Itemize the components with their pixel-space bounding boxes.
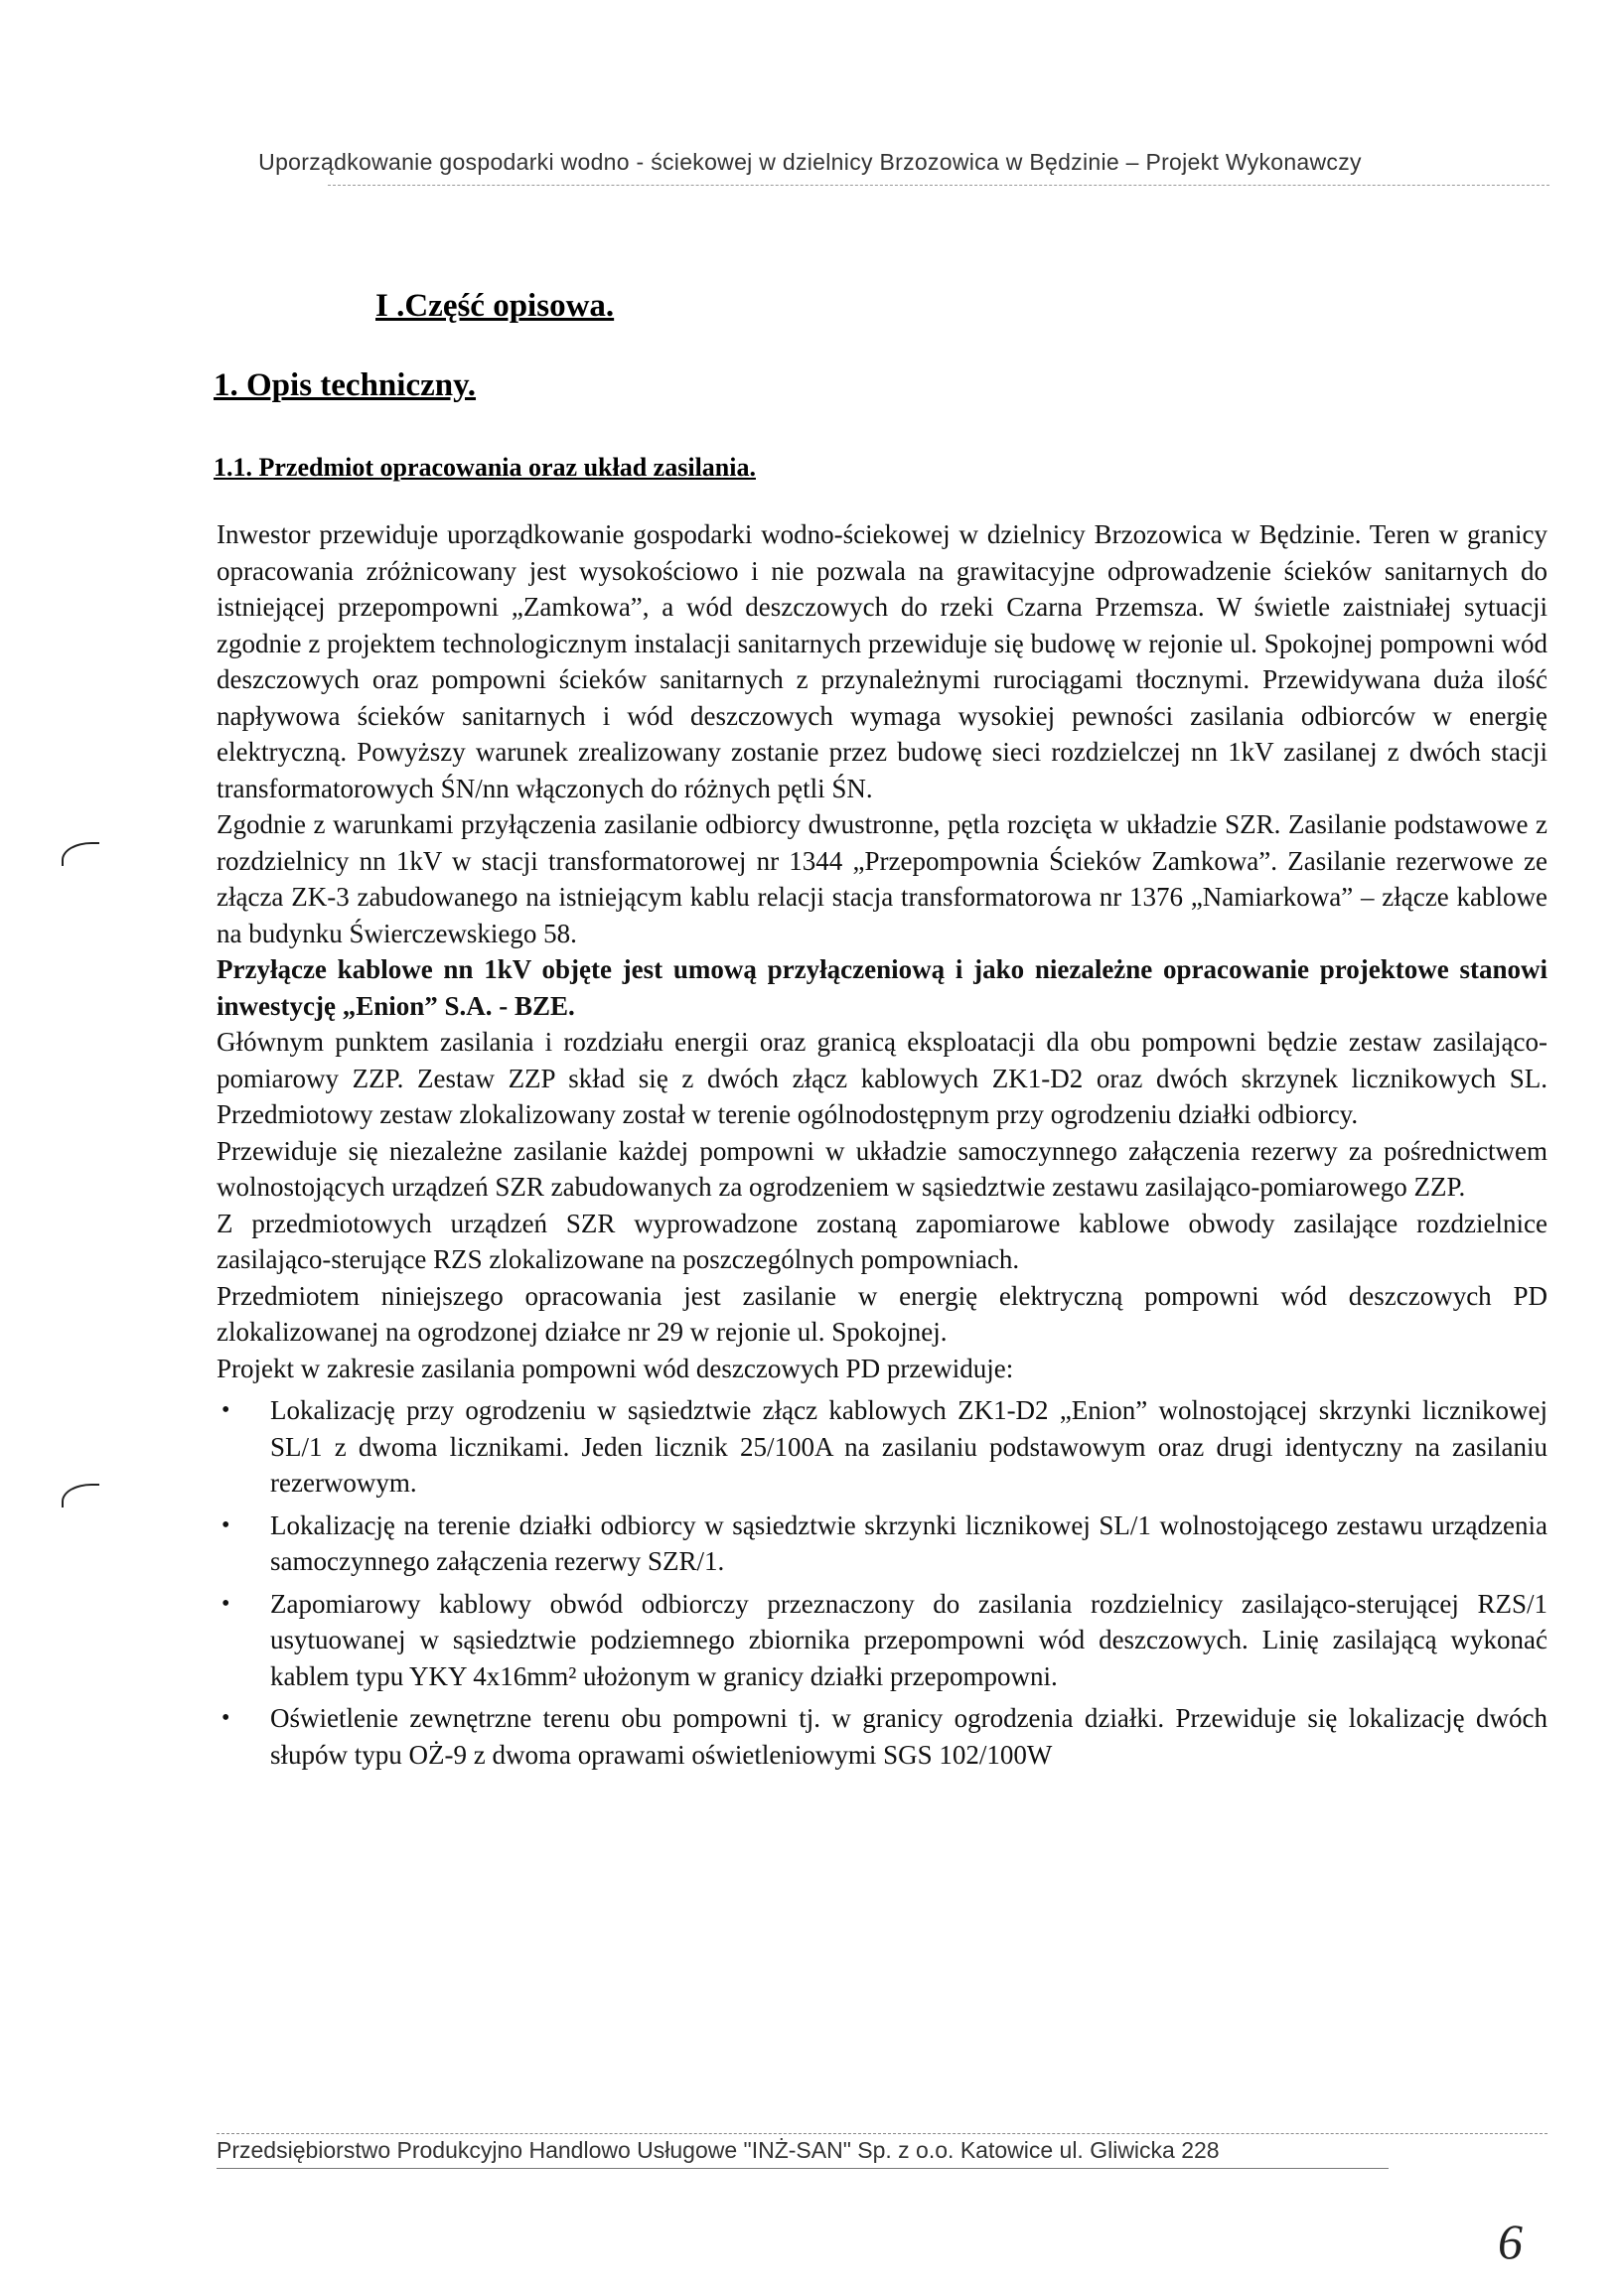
footer-rule xyxy=(217,2133,1547,2134)
paragraph: Z przedmiotowych urządzeń SZR wyprowadzone zostaną zapomiarowe kablowe obwody zasilające rozdzielnice zasilająco-sterujące RZS zlokalizowane na poszczególnych pompowniach. xyxy=(217,1208,1547,1274)
margin-mark xyxy=(62,842,99,866)
list-item xyxy=(217,1392,1547,1502)
running-footer: Przedsiębiorstwo Produkcyjno Handlowo Usługowe "INŻ-SAN" Sp. z o.o. Katowice ul. Gliwicka 228 xyxy=(217,2137,1220,2163)
paragraph-bold xyxy=(217,951,1547,1024)
bullet-icon: • xyxy=(221,1397,230,1423)
footer-underline xyxy=(217,2168,1389,2169)
list-item-text: Zapomiarowy kablowy obwód odbiorczy przeznaczony do zasilania rozdzielnicy zasilająco-sterującej RZS/1 usytuowanej w sąsiedztwie podziemnego zbiornika przepompowni wód deszczowych. Linię zasilającą wykonać kablem typu YKY 4x16mm² ułożonym w granicy działki przepompowni. xyxy=(270,1588,1547,1691)
list-item-text: Oświetlenie zewnętrzne terenu obu pompowni tj. w granicy ogrodzenia działki. Przewiduje się lokalizację dwóch słupów typu OŻ-9 z dwoma oprawami oświetleniowymi SGS 102/100W xyxy=(270,1703,1547,1770)
running-header: Uporządkowanie gospodarki wodno - ściekowej w dzielnicy Brzozowica w Będzinie – Projekt Wykonawczy xyxy=(258,149,1362,175)
list-item-text: Lokalizację przy ogrodzeniu w sąsiedztwie złącz kablowych ZK1-D2 „Enion” wolnostojącej skrzynki licznikowej SL/1 z dwoma licznikami. Jeden licznik 25/100A na zasilaniu podstawowym oraz drugi identyczny na zasilaniu rezerwowym. xyxy=(270,1395,1547,1498)
list-item xyxy=(217,1700,1547,1773)
bullet-list xyxy=(217,1392,1547,1773)
bullet-icon: • xyxy=(221,1511,230,1538)
list-item xyxy=(217,1507,1547,1580)
paragraph: Zgodnie z warunkami przyłączenia zasilanie odbiorcy dwustronne, pętla rozcięta w układzie SZR. Zasilanie podstawowe z rozdzielnicy nn 1kV w stacji transformatorowej nr 1344 „Przepompownia Ścieków Zamkowa”. Zasilanie rezerwowe ze złącza ZK-3 zabudowanego na istniejącym kablu relacji stacja transformatorowa nr 1376 „Namiarkowa” – złącze kablowe na budynku Świerczewskiego 58. xyxy=(217,809,1547,948)
body-text xyxy=(217,516,1547,1779)
list-item-text: Lokalizację na terenie działki odbiorcy w sąsiedztwie skrzynki licznikowej SL/1 wolnostojącego zestawu urządzenia samoczynnego załączenia rezerwy SZR/1. xyxy=(270,1509,1547,1576)
paragraph: Przewiduje się niezależne zasilanie każdej pompowni w układzie samoczynnego załączenia rezerwy za pośrednictwem wolnostojących urządzeń SZR zabudowanych za ogrodzeniem w sąsiedztwie zestawu zasilająco-pomiarowego ZZP. xyxy=(217,1135,1547,1202)
part-title: I .Część opisowa. xyxy=(375,288,615,324)
bullet-icon: • xyxy=(221,1705,230,1731)
paragraph: Przedmiotem niniejszego opracowania jest zasilanie w energię elektryczną pompowni wód deszczowych PD zlokalizowanej na ogrodzonej działce nr 29 w rejonie ul. Spokojnej. xyxy=(217,1280,1547,1347)
page-number: 6 xyxy=(1498,2214,1523,2269)
paragraph: Głównym punktem zasilania i rozdziału energii oraz granicą eksploatacji dla obu pompowni będzie zestaw zasilająco-pomiarowy ZZP. Zestaw ZZP skład się z dwóch złącz kablowych ZK1-D2 oraz dwóch skrzynek licznikowych SL. Przedmiotowy zestaw zlokalizowany został w terenie ogólnodostępnym przy ogrodzeniu działki odbiorcy. xyxy=(217,1027,1547,1129)
paragraph: Projekt w zakresie zasilania pompowni wód deszczowych PD przewiduje: xyxy=(217,1353,1014,1383)
margin-mark xyxy=(62,1484,99,1507)
header-rule xyxy=(328,185,1549,186)
bold-statement: Przyłącze kablowe nn 1kV objęte jest umową przyłączeniową i jako niezależne opracowanie projektowe stanowi inwestycję „Enion” S.A. - BZE. xyxy=(217,954,1547,1021)
bullet-icon: • xyxy=(221,1590,230,1617)
section-title: 1. Opis techniczny. xyxy=(214,367,477,403)
list-item xyxy=(217,1586,1547,1695)
subsection-title: 1.1. Przedmiot opracowania oraz układ zasilania. xyxy=(214,453,756,482)
paragraph: Inwestor przewiduje uporządkowanie gospodarki wodno-ściekowej w dzielnicy Brzozowica w Będzinie. Teren w granicy opracowania zróżnicowany jest wysokościowo i nie pozwala na grawitacyjne odprowadzenie ścieków sanitarnych do istniejącej przepompowni „Zamkowa”, a wód deszczowych do rzeki Czarna Przemsza. W świetle zaistniałej sytuacji zgodnie z projektem technologicznym instalacji sanitarnych przewiduje się budowę w rejonie ul. Spokojnej pompowni wód deszczowych oraz pompowni ścieków sanitarnych z przynależnymi rurociągami tłocznymi. Przewidywana duża ilość napływowa ścieków sanitarnych i wód deszczowych wymaga wysokiej pewności zasilania odbiorców w energię elektryczną. Powyższy warunek zrealizowany zostanie przez budowę sieci rozdzielczej nn 1kV zasilanej z dwóch stacji transformatorowych ŚN/nn włączonych do różnych pętli ŚN. xyxy=(217,519,1547,803)
